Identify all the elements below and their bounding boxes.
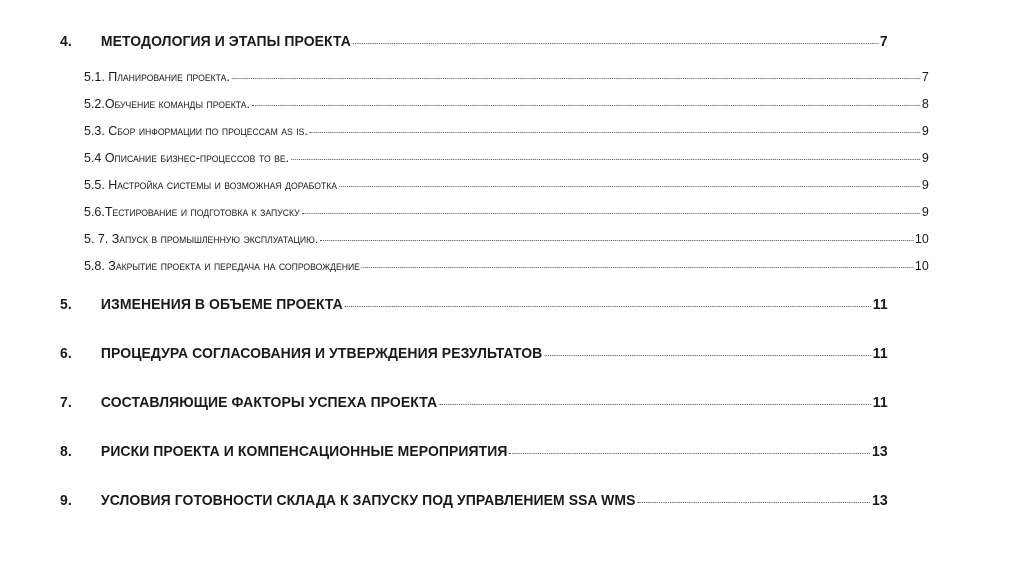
dot-leader	[302, 213, 920, 214]
toc-page-number: 11	[872, 345, 888, 362]
toc-page-number: 7	[879, 33, 888, 50]
toc-page-number: 9	[921, 204, 929, 219]
toc-title: 5.6.Тестирование и подготовка к запуску	[84, 204, 300, 219]
dot-leader	[345, 306, 871, 307]
toc-entry-8[interactable]	[60, 443, 888, 460]
toc-title: ИЗМЕНЕНИЯ В ОБЪЕМЕ ПРОЕКТА	[100, 296, 343, 313]
toc-entry-5-4[interactable]	[84, 150, 929, 165]
toc-title: ПРОЦЕДУРА СОГЛАСОВАНИЯ И УТВЕРЖДЕНИЯ РЕЗУЛЬТАТОВ	[100, 345, 543, 362]
toc-title: 5.4 Описание бизнес-процессов to be.	[84, 150, 290, 165]
toc-page-number: 7	[921, 69, 929, 84]
toc-entry-5-2[interactable]	[84, 96, 929, 111]
dot-leader	[339, 186, 920, 187]
toc-title: МЕТОДОЛОГИЯ И ЭТАПЫ ПРОЕКТА	[100, 33, 351, 50]
toc-number: 7.	[60, 394, 72, 411]
toc-entry-5[interactable]	[60, 296, 888, 313]
toc-page-number: 11	[872, 296, 888, 313]
toc-number: 8.	[60, 443, 72, 460]
toc-page-number: 9	[921, 123, 929, 138]
toc-number: 5.	[60, 296, 72, 313]
dot-leader	[310, 132, 920, 133]
toc-page-number: 10	[914, 231, 929, 246]
toc-entry-5-8[interactable]	[84, 258, 929, 273]
toc-entry-5-6[interactable]	[84, 204, 929, 219]
toc-title: 5.8. Закрытие проекта и передача на сопровождение	[84, 258, 360, 273]
dot-leader	[232, 78, 920, 79]
toc-title: СОСТАВЛЯЮЩИЕ ФАКТОРЫ УСПЕХА ПРОЕКТА	[100, 394, 438, 411]
toc-entry-7[interactable]	[60, 394, 888, 411]
toc-title: 5.5. Настройка системы и возможная доработка	[84, 177, 338, 192]
toc-entry-5-1[interactable]	[84, 69, 929, 84]
dot-leader	[353, 43, 878, 44]
toc-entry-9[interactable]	[60, 492, 888, 509]
toc-page-number: 10	[914, 258, 929, 273]
toc-title: 5.3. Сбор информации по процессам as is.	[84, 123, 308, 138]
dot-leader	[637, 502, 870, 503]
toc-title: РИСКИ ПРОЕКТА И КОМПЕНСАЦИОННЫЕ МЕРОПРИЯТИЯ	[100, 443, 508, 460]
toc-page-number: 13	[871, 443, 888, 460]
toc-title: 5. 7. Запуск в промышленную эксплуатацию.	[84, 231, 319, 246]
dot-leader	[362, 267, 913, 268]
toc-page-number: 11	[872, 394, 888, 411]
dot-leader	[320, 240, 913, 241]
toc-entry-5-5[interactable]	[84, 177, 929, 192]
dot-leader	[509, 453, 870, 454]
toc-number: 9.	[60, 492, 72, 509]
toc-entry-5-3[interactable]	[84, 123, 929, 138]
toc-page-number: 9	[921, 150, 929, 165]
dot-leader	[291, 159, 920, 160]
dot-leader	[544, 355, 871, 356]
toc-page-number: 8	[921, 96, 929, 111]
toc-title: 5.2.Обучение команды проекта.	[84, 96, 251, 111]
toc-number: 4.	[60, 33, 72, 50]
toc-page-number: 13	[871, 492, 888, 509]
toc-entry-4[interactable]	[60, 33, 888, 50]
toc-entry-6[interactable]	[60, 345, 888, 362]
toc-number: 6.	[60, 345, 72, 362]
dot-leader	[252, 105, 920, 106]
toc-entry-5-7[interactable]	[84, 231, 929, 246]
toc-page-number: 9	[921, 177, 929, 192]
dot-leader	[439, 404, 871, 405]
toc-title: УСЛОВИЯ ГОТОВНОСТИ СКЛАДА К ЗАПУСКУ ПОД УПРАВЛЕНИЕМ SSA WMS	[100, 492, 636, 509]
toc-title: 5.1. Планирование проекта.	[84, 69, 230, 84]
